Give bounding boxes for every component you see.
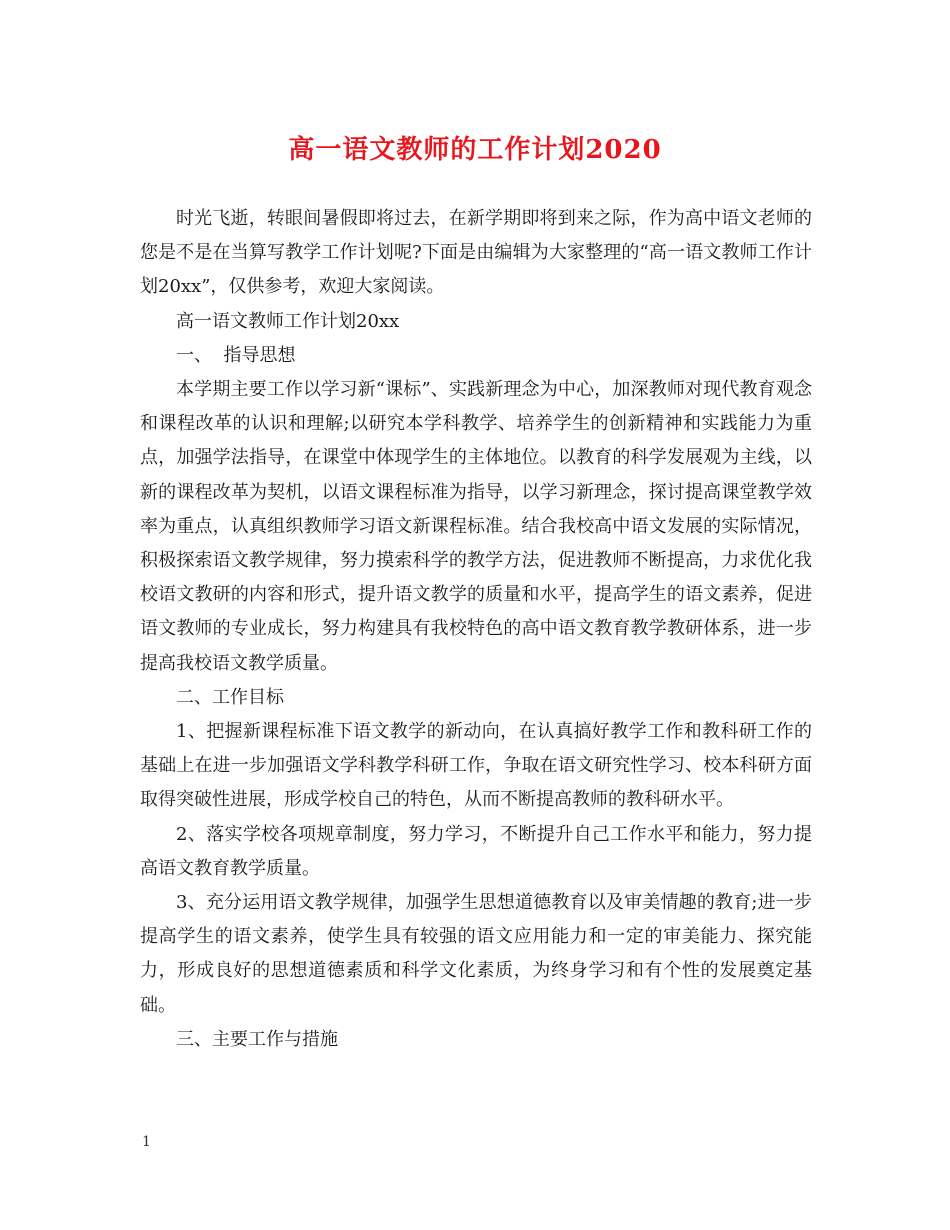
document-body — [140, 202, 812, 1057]
document-title: 高一语文教师的工作计划2020 — [288, 135, 662, 165]
section-heading-work-goals: 二、工作目标 — [176, 686, 284, 708]
guiding-thought-paragraph: 本学期主要工作以学习新“课标”、实践新理念为中心，加深教师对现代教育观念和课程改革的认识和理解;以研究本学科教学、培养学生的创新精神和实践能力为重点，加强学法指导，在课堂中体现学生的主体地位。以教育的科学发展观为主线，以新的课程改革为契机，以语文课程标准为指导，以学习新理念，探讨提高课堂教学效率为重点，认真组织教师学习语文新课程标准。结合我校高中语文发展的实际情况，积极探索语文教学规律，努力摸索科学的教学方法，促进教师不断提高，力求优化我校语文教研的内容和形式，提升语文教学的质量和水平，提高学生的语文素养，促进语文教师的专业成长，努力构建具有我校特色的高中语文教育教学教研体系，进一步提高我校语文教学质量。 — [140, 379, 812, 674]
subtitle-paragraph: 高一语文教师工作计划20xx — [176, 310, 400, 332]
section-heading-guiding-thought: 一、 指导思想 — [176, 344, 296, 366]
section-heading-main-work: 三、主要工作与措施 — [176, 1028, 338, 1050]
intro-paragraph: 时光飞逝，转眼间暑假即将过去，在新学期即将到来之际，作为高中语文老师的您是不是在当算写教学工作计划呢?下面是由编辑为大家整理的“高一语文教师工作计划20xx”，仅供参考，欢迎大家阅读。 — [140, 208, 812, 298]
goal-item-1: 1、把握新课程标准下语文教学的新动向，在认真搞好教学工作和教科研工作的基础上在进一步加强语文学科教学科研工作，争取在语文研究性学习、校本科研方面取得突破性进展，形成学校自己的特色，从而不断提高教师的教科研水平。 — [140, 721, 812, 811]
goal-item-2: 2、落实学校各项规章制度，努力学习，不断提升自己工作水平和能力，努力提高语文教育教学质量。 — [140, 823, 812, 879]
page-number: 1 — [142, 1134, 151, 1150]
goal-item-3: 3、充分运用语文教学规律，加强学生思想道德教育以及审美情趣的教育;进一步提高学生的语文素养，使学生具有较强的语文应用能力和一定的审美能力、探究能力，形成良好的思想道德素质和科学文化素质，为终身学习和有个性的发展奠定基础。 — [140, 892, 812, 1016]
